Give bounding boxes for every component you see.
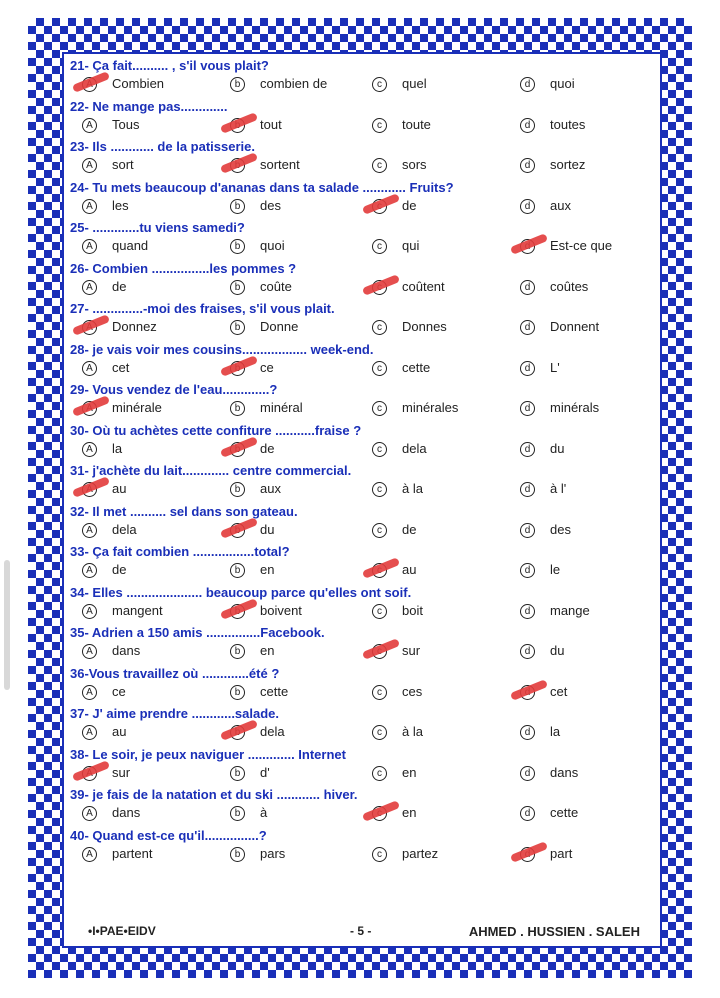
option-text: au [112,481,127,496]
answer-option[interactable] [520,117,660,135]
option-letter: A [82,847,97,862]
option-text: à [260,805,268,820]
question-row [64,257,660,297]
option-letter: A [82,239,97,254]
answer-option[interactable] [230,765,370,783]
question-row [64,135,660,175]
answer-option[interactable] [372,805,512,823]
answer-option[interactable] [372,481,512,499]
answer-option[interactable] [82,279,222,297]
option-letter: c [372,725,387,740]
option-text: de [402,197,417,213]
answer-option[interactable] [82,684,222,702]
answer-option[interactable] [520,684,660,702]
answer-option[interactable] [230,522,370,540]
option-letter: A [82,806,97,821]
option-text: les [112,197,129,213]
option-letter: b [230,280,245,295]
option-text: pars [260,845,286,861]
answer-option[interactable] [230,481,370,499]
answer-option[interactable] [372,522,512,540]
answer-option[interactable] [372,319,512,337]
option-text: toutes [550,116,586,132]
option-text: à l' [550,481,567,496]
option-letter: A [82,118,97,133]
option-letter: d [520,118,535,133]
option-text: partent [112,845,153,861]
option-text: de [112,278,127,294]
option-text: dans [112,805,141,820]
answer-option[interactable] [230,117,370,135]
option-letter: A [82,280,97,295]
option-text: minérales [402,400,459,415]
option-letter: c [372,401,387,416]
option-letter: c [372,158,387,173]
option-letter: A [82,523,97,538]
option-letter: d [520,725,535,740]
option-text: Combien [112,76,165,91]
option-text: de [112,562,127,577]
option-letter: d [520,77,535,92]
answer-option[interactable] [230,360,370,378]
option-letter: d [520,604,535,619]
answer-option[interactable] [520,765,660,783]
option-letter: A [82,199,97,214]
answer-option[interactable] [372,279,512,297]
option-text: boit [402,602,423,618]
answer-option[interactable] [372,724,512,742]
answer-option[interactable] [520,522,660,540]
option-letter: c [372,118,387,133]
option-text: la [112,440,123,456]
option-text: des [550,521,571,537]
question-text: 39- je fais de la natation et du ski ............ hiver. [70,787,358,802]
option-letter: A [82,685,97,700]
question-text: 26- Combien ................les pommes ? [70,260,297,276]
question-row [64,216,660,256]
answer-option[interactable] [372,441,512,459]
answer-option[interactable] [230,441,370,459]
option-letter: c [372,361,387,376]
option-letter: d [520,766,535,781]
option-letter: b [230,239,245,254]
option-text: dans [112,643,141,658]
option-text: de [260,440,275,456]
answer-option[interactable] [520,319,660,337]
answer-option[interactable] [82,805,222,823]
answer-option[interactable] [230,198,370,216]
answer-option[interactable] [230,400,370,418]
option-text: minérals [550,400,600,415]
question-text: 33- Ça fait combien .................total? [70,544,290,559]
question-row [64,743,660,783]
question-text: 22- Ne mange pas............. [70,98,228,114]
option-text: à la [402,481,423,496]
option-text: en [402,764,417,780]
answer-option[interactable] [82,76,222,94]
option-letter: b [230,644,245,659]
option-text: Donnent [550,319,600,334]
option-text: cette [260,683,289,699]
option-text: dela [112,521,137,537]
option-text: mangent [112,602,163,618]
option-text: quoi [260,238,285,253]
option-text: qui [402,238,420,253]
option-text: en [260,643,275,658]
answer-option[interactable] [372,117,512,135]
option-letter: b [230,563,245,578]
answer-option[interactable] [520,805,660,823]
question-row [64,783,660,823]
option-text: toute [402,116,431,132]
option-letter: c [372,685,387,700]
option-text: dela [402,440,427,456]
option-text: Donne [260,319,299,334]
answer-option[interactable] [372,643,512,661]
option-letter: d [520,199,535,214]
option-letter: d [520,523,535,538]
option-text: au [112,724,127,739]
option-text: combien de [260,76,328,91]
answer-option[interactable] [372,157,512,175]
option-text: des [260,197,281,213]
page-number: - 5 - [350,924,372,938]
option-letter: A [82,158,97,173]
option-text: en [402,805,417,820]
option-letter: c [372,320,387,335]
option-letter: A [82,725,97,740]
option-text: du [550,440,565,456]
option-letter: d [520,644,535,659]
answer-option[interactable] [82,522,222,540]
question-row [64,176,660,216]
option-letter: b [230,482,245,497]
option-letter: d [520,320,535,335]
option-text: d' [260,764,270,780]
question-row [64,54,660,94]
answer-option[interactable] [520,481,660,499]
answer-option[interactable] [82,603,222,621]
answer-option[interactable] [372,198,512,216]
question-row [64,581,660,621]
scrollbar[interactable] [4,560,10,690]
answer-option[interactable] [82,643,222,661]
question-text: 29- Vous vendez de l'eau.............? [70,382,278,397]
answer-option[interactable] [230,805,370,823]
question-row [64,540,660,580]
option-text: Est-ce que [550,238,613,253]
option-text: coûte [260,278,292,294]
answer-option[interactable] [82,360,222,378]
answer-option[interactable] [520,238,660,256]
option-letter: d [520,158,535,173]
answer-option[interactable] [82,846,222,864]
question-text: 31- j'achète du lait............. centre commercial. [70,463,352,478]
answer-option[interactable] [82,724,222,742]
option-text: à la [402,724,423,739]
option-letter: c [372,847,387,862]
answer-option[interactable] [82,198,222,216]
option-text: ce [260,359,274,375]
answer-option[interactable] [520,157,660,175]
answer-option[interactable] [82,400,222,418]
question-row [64,419,660,459]
option-text: cet [550,683,568,699]
option-text: sors [402,157,427,172]
answer-option[interactable] [372,603,512,621]
option-text: aux [260,481,281,496]
question-text: 40- Quand est-ce qu'il...............? [70,827,267,843]
option-letter: A [82,644,97,659]
option-text: cette [550,805,579,820]
option-letter: d [520,280,535,295]
option-letter: A [82,442,97,457]
option-letter: d [520,806,535,821]
answer-option[interactable] [372,360,512,378]
question-text: 32- Il met .......... sel dans son gateau. [70,503,298,519]
option-text: ce [112,683,126,699]
option-letter: d [520,482,535,497]
option-text: minérale [112,400,162,415]
answer-option[interactable] [372,562,512,580]
question-row [64,297,660,337]
option-letter: b [230,401,245,416]
option-text: ces [402,683,423,699]
option-letter: c [372,77,387,92]
option-text: dela [260,724,285,739]
answer-option[interactable] [230,724,370,742]
footer-code: •I•PAE•EIDV [88,924,156,938]
answer-option[interactable] [230,684,370,702]
question-text: 23- Ils ............ de la patisserie. [70,139,255,154]
answer-option[interactable] [520,846,660,864]
option-text: quand [112,238,149,253]
answer-option[interactable] [230,157,370,175]
option-text: minéral [260,400,303,415]
answer-option[interactable] [230,603,370,621]
question-row [64,824,660,864]
answer-option[interactable] [82,319,222,337]
option-text: aux [550,197,571,213]
answer-option[interactable] [82,441,222,459]
question-row [64,621,660,661]
question-text: 36-Vous travaillez où .............été ? [70,665,280,681]
option-text: du [550,643,565,658]
answer-option[interactable] [372,238,512,256]
option-text: L' [550,359,560,375]
answer-option[interactable] [82,562,222,580]
option-text: dans [550,764,579,780]
option-text: coûtent [402,278,445,294]
answer-option[interactable] [520,724,660,742]
checkered-border-frame [28,18,692,978]
question-text: 25- .............tu viens samedi? [70,220,245,235]
answer-option[interactable] [82,765,222,783]
option-text: coûtes [550,278,589,294]
option-text: boivent [260,602,302,618]
answer-option[interactable] [520,643,660,661]
question-row [64,95,660,135]
option-text: sur [402,643,421,658]
answer-option[interactable] [82,238,222,256]
answer-option[interactable] [230,846,370,864]
option-letter: d [520,563,535,578]
option-text: partez [402,845,439,861]
answer-option[interactable] [372,846,512,864]
option-letter: c [372,482,387,497]
answer-option[interactable] [520,400,660,418]
option-letter: b [230,320,245,335]
option-text: en [260,562,275,577]
answer-option[interactable] [520,603,660,621]
answer-option[interactable] [520,360,660,378]
question-row [64,702,660,742]
option-text: cette [402,359,431,375]
answer-option[interactable] [82,481,222,499]
question-text: 34- Elles ..................... beaucoup parce qu'elles ont soif. [70,584,412,600]
answer-option[interactable] [372,765,512,783]
question-text: 21- Ça fait.......... , s'il vous plait? [70,58,269,73]
answer-option[interactable] [520,76,660,94]
option-text: sort [112,157,134,172]
option-letter: c [372,604,387,619]
answer-option[interactable] [82,117,222,135]
worksheet [62,52,662,948]
question-row [64,662,660,702]
option-text: tout [260,116,282,132]
option-letter: A [82,563,97,578]
answer-option[interactable] [230,643,370,661]
question-text: 24- Tu mets beaucoup d'ananas dans ta salade ............ Fruits? [70,179,454,195]
question-text: 30- Où tu achètes cette confiture ...........fraise ? [70,422,362,438]
answer-option[interactable] [520,562,660,580]
option-text: le [550,562,561,577]
question-row [64,459,660,499]
option-letter: d [520,361,535,376]
option-letter: b [230,847,245,862]
question-text: 35- Adrien a 150 amis ...............Facebook. [70,625,325,640]
question-text: 27- ..............-moi des fraises, s'il vous plait. [70,301,335,316]
option-text: Donnez [112,319,157,334]
author-name: AHMED . HUSSIEN . SALEH [468,924,640,939]
option-letter: b [230,806,245,821]
option-text: quoi [550,76,575,91]
answer-option[interactable] [372,684,512,702]
option-letter: c [372,442,387,457]
question-text: 28- je vais voir mes cousins.................. week-end. [70,341,374,357]
option-text: mange [550,602,590,618]
option-letter: b [230,685,245,700]
answer-option[interactable] [82,157,222,175]
question-row [64,500,660,540]
option-text: sortent [260,157,300,172]
option-letter: c [372,766,387,781]
option-letter: c [372,523,387,538]
option-text: Tous [112,116,140,132]
answer-option[interactable] [230,319,370,337]
option-letter: b [230,766,245,781]
question-row [64,378,660,418]
answer-option[interactable] [230,279,370,297]
option-text: sur [112,764,131,780]
option-letter: A [82,361,97,376]
answer-option[interactable] [520,279,660,297]
option-text: Donnes [402,319,447,334]
option-letter: c [372,239,387,254]
answer-option[interactable] [520,441,660,459]
question-text: 37- J' aime prendre ............salade. [70,706,280,721]
answer-option[interactable] [230,76,370,94]
option-text: cet [112,359,130,375]
option-letter: d [520,442,535,457]
option-text: sortez [550,157,586,172]
answer-option[interactable] [372,76,512,94]
answer-option[interactable] [230,562,370,580]
option-text: au [402,562,417,577]
option-letter: b [230,199,245,214]
answer-option[interactable] [230,238,370,256]
option-text: part [550,845,573,861]
option-text: du [260,521,275,537]
answer-option[interactable] [520,198,660,216]
option-letter: b [230,77,245,92]
question-row [64,338,660,378]
question-text: 38- Le soir, je peux naviguer ............. Internet [70,746,346,762]
option-text: la [550,724,561,739]
option-text: de [402,521,417,537]
option-text: quel [402,76,427,91]
answer-option[interactable] [372,400,512,418]
option-letter: A [82,604,97,619]
option-letter: d [520,401,535,416]
